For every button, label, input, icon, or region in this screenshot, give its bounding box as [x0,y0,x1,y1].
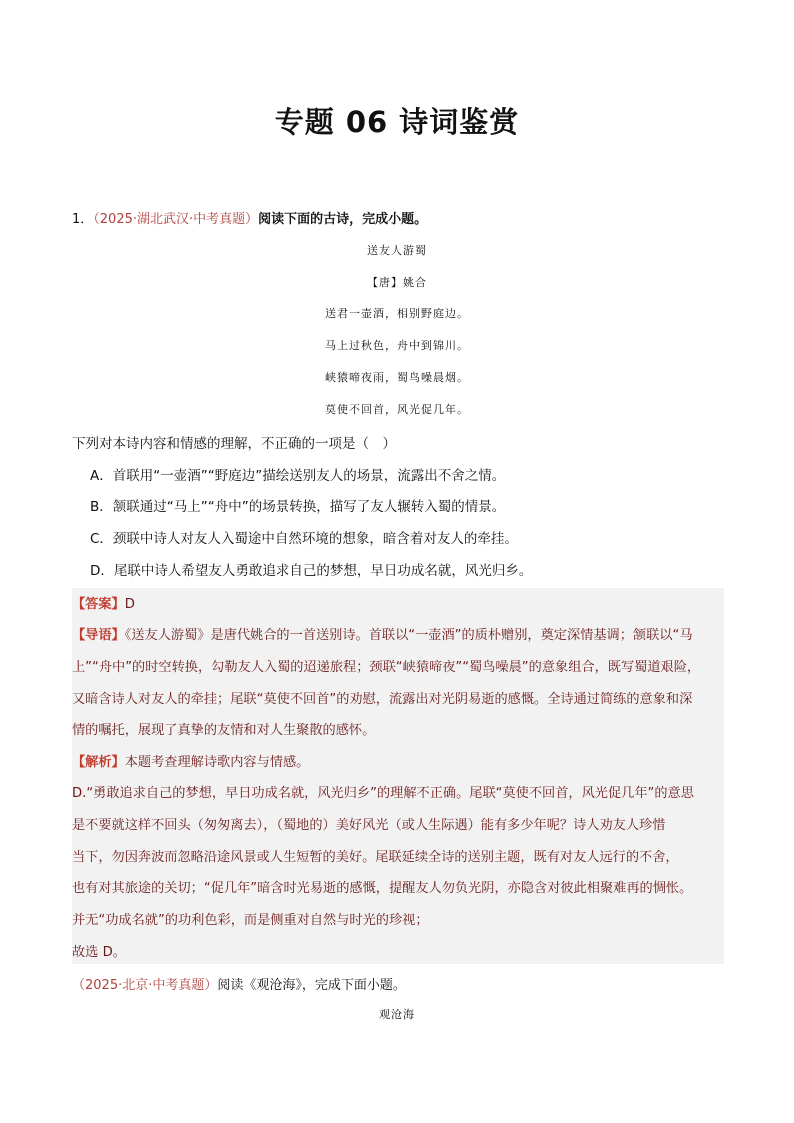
poem-title: 观沧海 [379,1008,415,1021]
guide-line: 上”“舟中”的时空转换，勾勒友人入蜀的迢递旅程；颈联“峡猿啼夜”“蜀鸟噪晨”的意象组合，既写蜀道艰险， [72,660,701,675]
poem-line: 马上过秋色，舟中到锦川。 [325,339,469,352]
analysis-line [72,751,724,770]
poem-author [0,274,794,290]
analysis-line: 也有对其旅途的关切；“促几年”暗含时光易逝的感慨，提醒友人勿负光阴，亦隐含对彼此相聚难再的惆怅。 [72,881,693,896]
question-1-header [72,208,427,227]
question-source: （2025·湖北武汉·中考真题） [93,212,259,227]
poem-author-name: 姚合 [403,276,427,289]
question-source: （2025·北京·中考真题） [72,978,218,993]
analysis-label: 【解析】 [72,755,125,770]
analysis-line: 并无“功成名就”的功利色彩，而是侧重对自然与时光的珍视； [72,913,429,928]
poem-title: 送友人游蜀 [367,244,427,257]
option-d: D．尾联中诗人希望友人勇敢追求自己的梦想，早日功成名就，风光归乡。 [90,563,533,579]
analysis-line: D.“勇敢追求自己的梦想，早日功成名就，风光归乡”的理解不正确。尾联“莫使不回首，风光促几年”的意思 [72,786,694,801]
poem-dynasty: 【唐】 [367,276,403,289]
question-number: 1． [72,212,94,227]
question-instruction: 阅读下面的古诗，完成小题。 [258,212,428,227]
guide-line: 情的嘱托，展现了真挚的友情和对人生聚散的感怀。 [72,723,376,738]
option-a: A．首联用“一壶酒”“野庭边”描绘送别友人的场景，流露出不舍之情。 [90,468,506,484]
question-stem: 下列对本诗内容和情感的理解，不正确的一项是（ ） [72,436,396,452]
answer-panel [72,588,724,964]
guide-label: 【导语】 [72,628,125,643]
poem-line: 峡猿啼夜雨，蜀鸟噪晨烟。 [325,371,469,384]
answer-value: D [124,597,135,612]
poem-line: 送君一壶酒，相别野庭边。 [325,307,469,320]
poem-line: 莫使不回首，风光促几年。 [325,403,469,416]
analysis-conclusion: 故选 D。 [72,945,126,960]
question-2-header [72,974,406,993]
guide-line [72,624,724,643]
page-title: 专题 06 诗词鉴赏 [274,105,520,139]
option-c: C．颈联中诗人对友人入蜀途中自然环境的想象，暗含着对友人的牵挂。 [90,531,518,547]
guide-text: 《送友人游蜀》是唐代姚合的一首送别诗。首联以“一壶酒”的质朴赠别，奠定深情基调；颔联以“马 [124,628,693,643]
analysis-line: 当下，勿因奔波而忽略沿途风景或人生短暂的美好。尾联延续全诗的送别主题，既有对友人远行的不舍， [72,850,679,865]
option-b: B．颔联通过“马上”“舟中”的场景转换，描写了友人辗转入蜀的情景。 [90,499,506,515]
answer-line [72,593,724,612]
question-instruction: 阅读《观沧海》，完成下面小题。 [217,978,406,993]
answer-label: 【答案】 [72,597,125,612]
analysis-line: 是不要就这样不回头（匆匆离去），（蜀地的）美好风光（或人生际遇）能有多少年呢？诗人劝友人珍惜 [72,818,666,833]
analysis-intro: 本题考查理解诗歌内容与情感。 [124,755,310,770]
guide-line: 又暗含诗人对友人的牵挂；尾联“莫使不回首”的劝慰，流露出对光阴易逝的感慨。全诗通过简练的意象和深 [72,692,693,707]
